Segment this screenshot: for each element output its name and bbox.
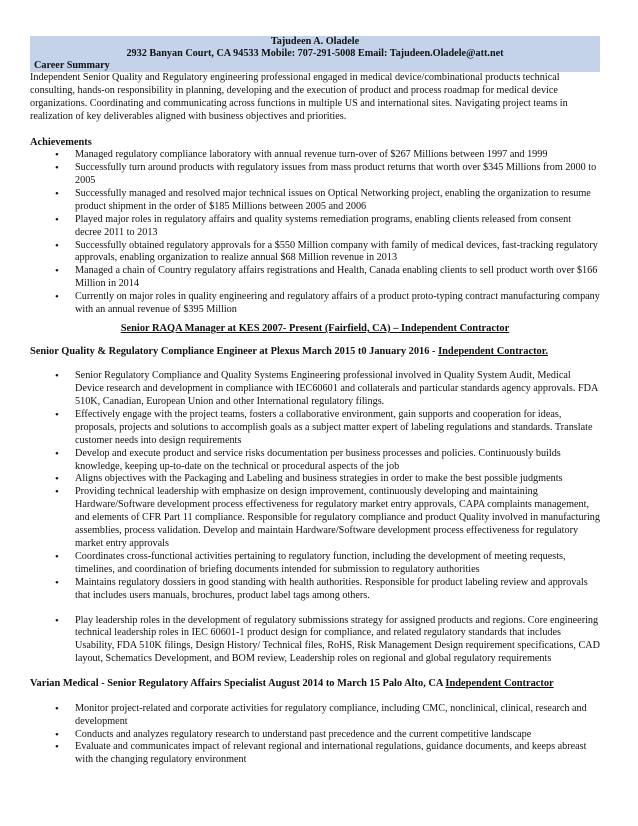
list-item: • Aligns objectives with the Packaging and Labeling and business strategies in order to make the best possible judgments — [30, 473, 600, 486]
list-item: • Senior Regulatory Compliance and Quality Systems Engineering professional involved in Quality System Audit, Medical Device research and development in compliance with IEC60601 and collaterals and particular standards agency approvals. FDA 510K, Canadian, European Union and other International regulatory filings. — [30, 370, 600, 409]
role-plexus-title: Senior Quality & Regulatory Compliance Engineer at Plexus March 2015 t0 January 2016 - Independent Contractor. — [30, 345, 548, 357]
candidate-name: Tajudeen A. Oladele — [270, 36, 360, 47]
plexus-leadership-list — [30, 615, 600, 667]
list-item: • Managed regulatory compliance laboratory with annual revenue turn-over of $267 Millions between 1997 and 1999 — [30, 149, 600, 162]
list-item: • Effectively engage with the project teams, fosters a collaborative environment, gain supports and cooperation for ideas, proposals, projects and solutions to accomplish goals as a subject matter expert of labeling regulations and standards. Translate customer needs into design requirements — [30, 409, 600, 448]
name-header — [30, 36, 600, 48]
career-summary-text: Independent Senior Quality and Regulatory engineering professional engaged in medical device/combinational products technical consulting, hands-on responsibility in planning, developing and the execution of product and process roadmap for medical device organizations. Coordinating and communicating across functions in multiple US and international sites. Navigating project teams in realization of key deliverables aligned with business objectives and priorities. — [30, 72, 568, 122]
achievements-heading: Achievements — [30, 136, 92, 148]
contact-line: 2932 Banyan Court, CA 94533 Mobile: 707-291-5008 Email: Tajudeen.Oladele@att.net — [126, 48, 504, 59]
contractor-tag: Independent Contractor — [445, 678, 554, 690]
achievements-list — [30, 149, 600, 317]
list-item: • Conducts and analyzes regulatory research to understand past precedence and the current competitive landscape — [30, 729, 600, 742]
list-item: • Monitor project-related and corporate activities for regulatory compliance, including CMC, nonclinical, clinical, research and development — [30, 703, 600, 729]
list-item: • Providing technical leadership with emphasize on design improvement, continuously developing and maintaining Hardware/Software development process effectiveness for regulatory market entry approvals, CAPA complaints management, and elements of CFR Part 11 compliance. Responsible for regulatory compliance and product Quality involved in manufacturing assemblies, process validation. Develop and maintain Hardware/Software development process effectiveness for regulatory market entry approvals — [30, 486, 600, 551]
contractor-tag: Independent Contractor. — [438, 345, 548, 357]
list-item: • Evaluate and communicates impact of relevant regional and international regulations, guidance documents, and keeps abreast with the changing regulatory environment — [30, 741, 600, 767]
role-varian-title: Varian Medical - Senior Regulatory Affairs Specialist August 2014 to March 15 Palo Alto, CA Independent Contractor — [30, 678, 554, 690]
varian-duties-list — [30, 703, 600, 768]
list-item: • Managed a chain of Country regulatory affairs registrations and Health, Canada enabling clients to sell product worth over $166 Million in 2014 — [30, 265, 600, 291]
list-item: • Successfully obtained regulatory approvals for a $550 Million company with family of medical devices, fast-tracking regulatory approvals, enabling organization to realize annual $68 Million revenue in 2013 — [30, 240, 600, 266]
list-item: • Coordinates cross-functional activities pertaining to regulatory function, including the development of meeting requests, timelines, and coordination of briefing documents intended for submission to regulatory authorities — [30, 551, 600, 577]
list-item: • Successfully turn around products with regulatory issues from mass product returns that worth over $345 Millions from 2000 to 2005 — [30, 162, 600, 188]
list-item: • Develop and execute product and service risks documentation per business processes and policies. Continuously builds knowledge, keeping up-to-date on the technical or procedural aspects of the job — [30, 448, 600, 474]
list-item: • Played major roles in regulatory affairs and quality systems remediation programs, enabling clients released from consent decree 2011 to 2013 — [30, 214, 600, 240]
role-kes-title: Senior RAQA Manager at KES 2007- Present (Fairfield, CA) – Independent Contractor — [120, 323, 510, 334]
career-summary-heading: Career Summary — [30, 60, 600, 72]
list-item: • Play leadership roles in the development of regulatory submissions strategy for assigned products and regions. Core engineering technical leadership roles in IEC 60601-1 product design for compliance, and related regulatory standards that includes Usability, FDA 510K filings, Design History/ Technical files, RoHS, Risk Management Design requirement specifications, CAD layout, Schematics Development, and BOM review, Leadership roles on regional and global regulatory requirements — [30, 615, 600, 667]
contact-header — [30, 48, 600, 60]
list-item: • Currently on major roles in quality engineering and regulatory affairs of a product proto-typing contract manufacturing company with an annual revenue of $395 Million — [30, 291, 600, 317]
list-item: • Maintains regulatory dossiers in good standing with health authorities. Responsible for product labeling review and approvals that includes users manuals, brochures, product label tags among others. — [30, 577, 600, 603]
resume-page — [30, 36, 600, 767]
list-item: • Successfully managed and resolved major technical issues on Optical Networking project, enabling the organization to resume product shipment in the order of $185 Millions between 2005 and 2006 — [30, 188, 600, 214]
plexus-duties-list — [30, 370, 600, 602]
